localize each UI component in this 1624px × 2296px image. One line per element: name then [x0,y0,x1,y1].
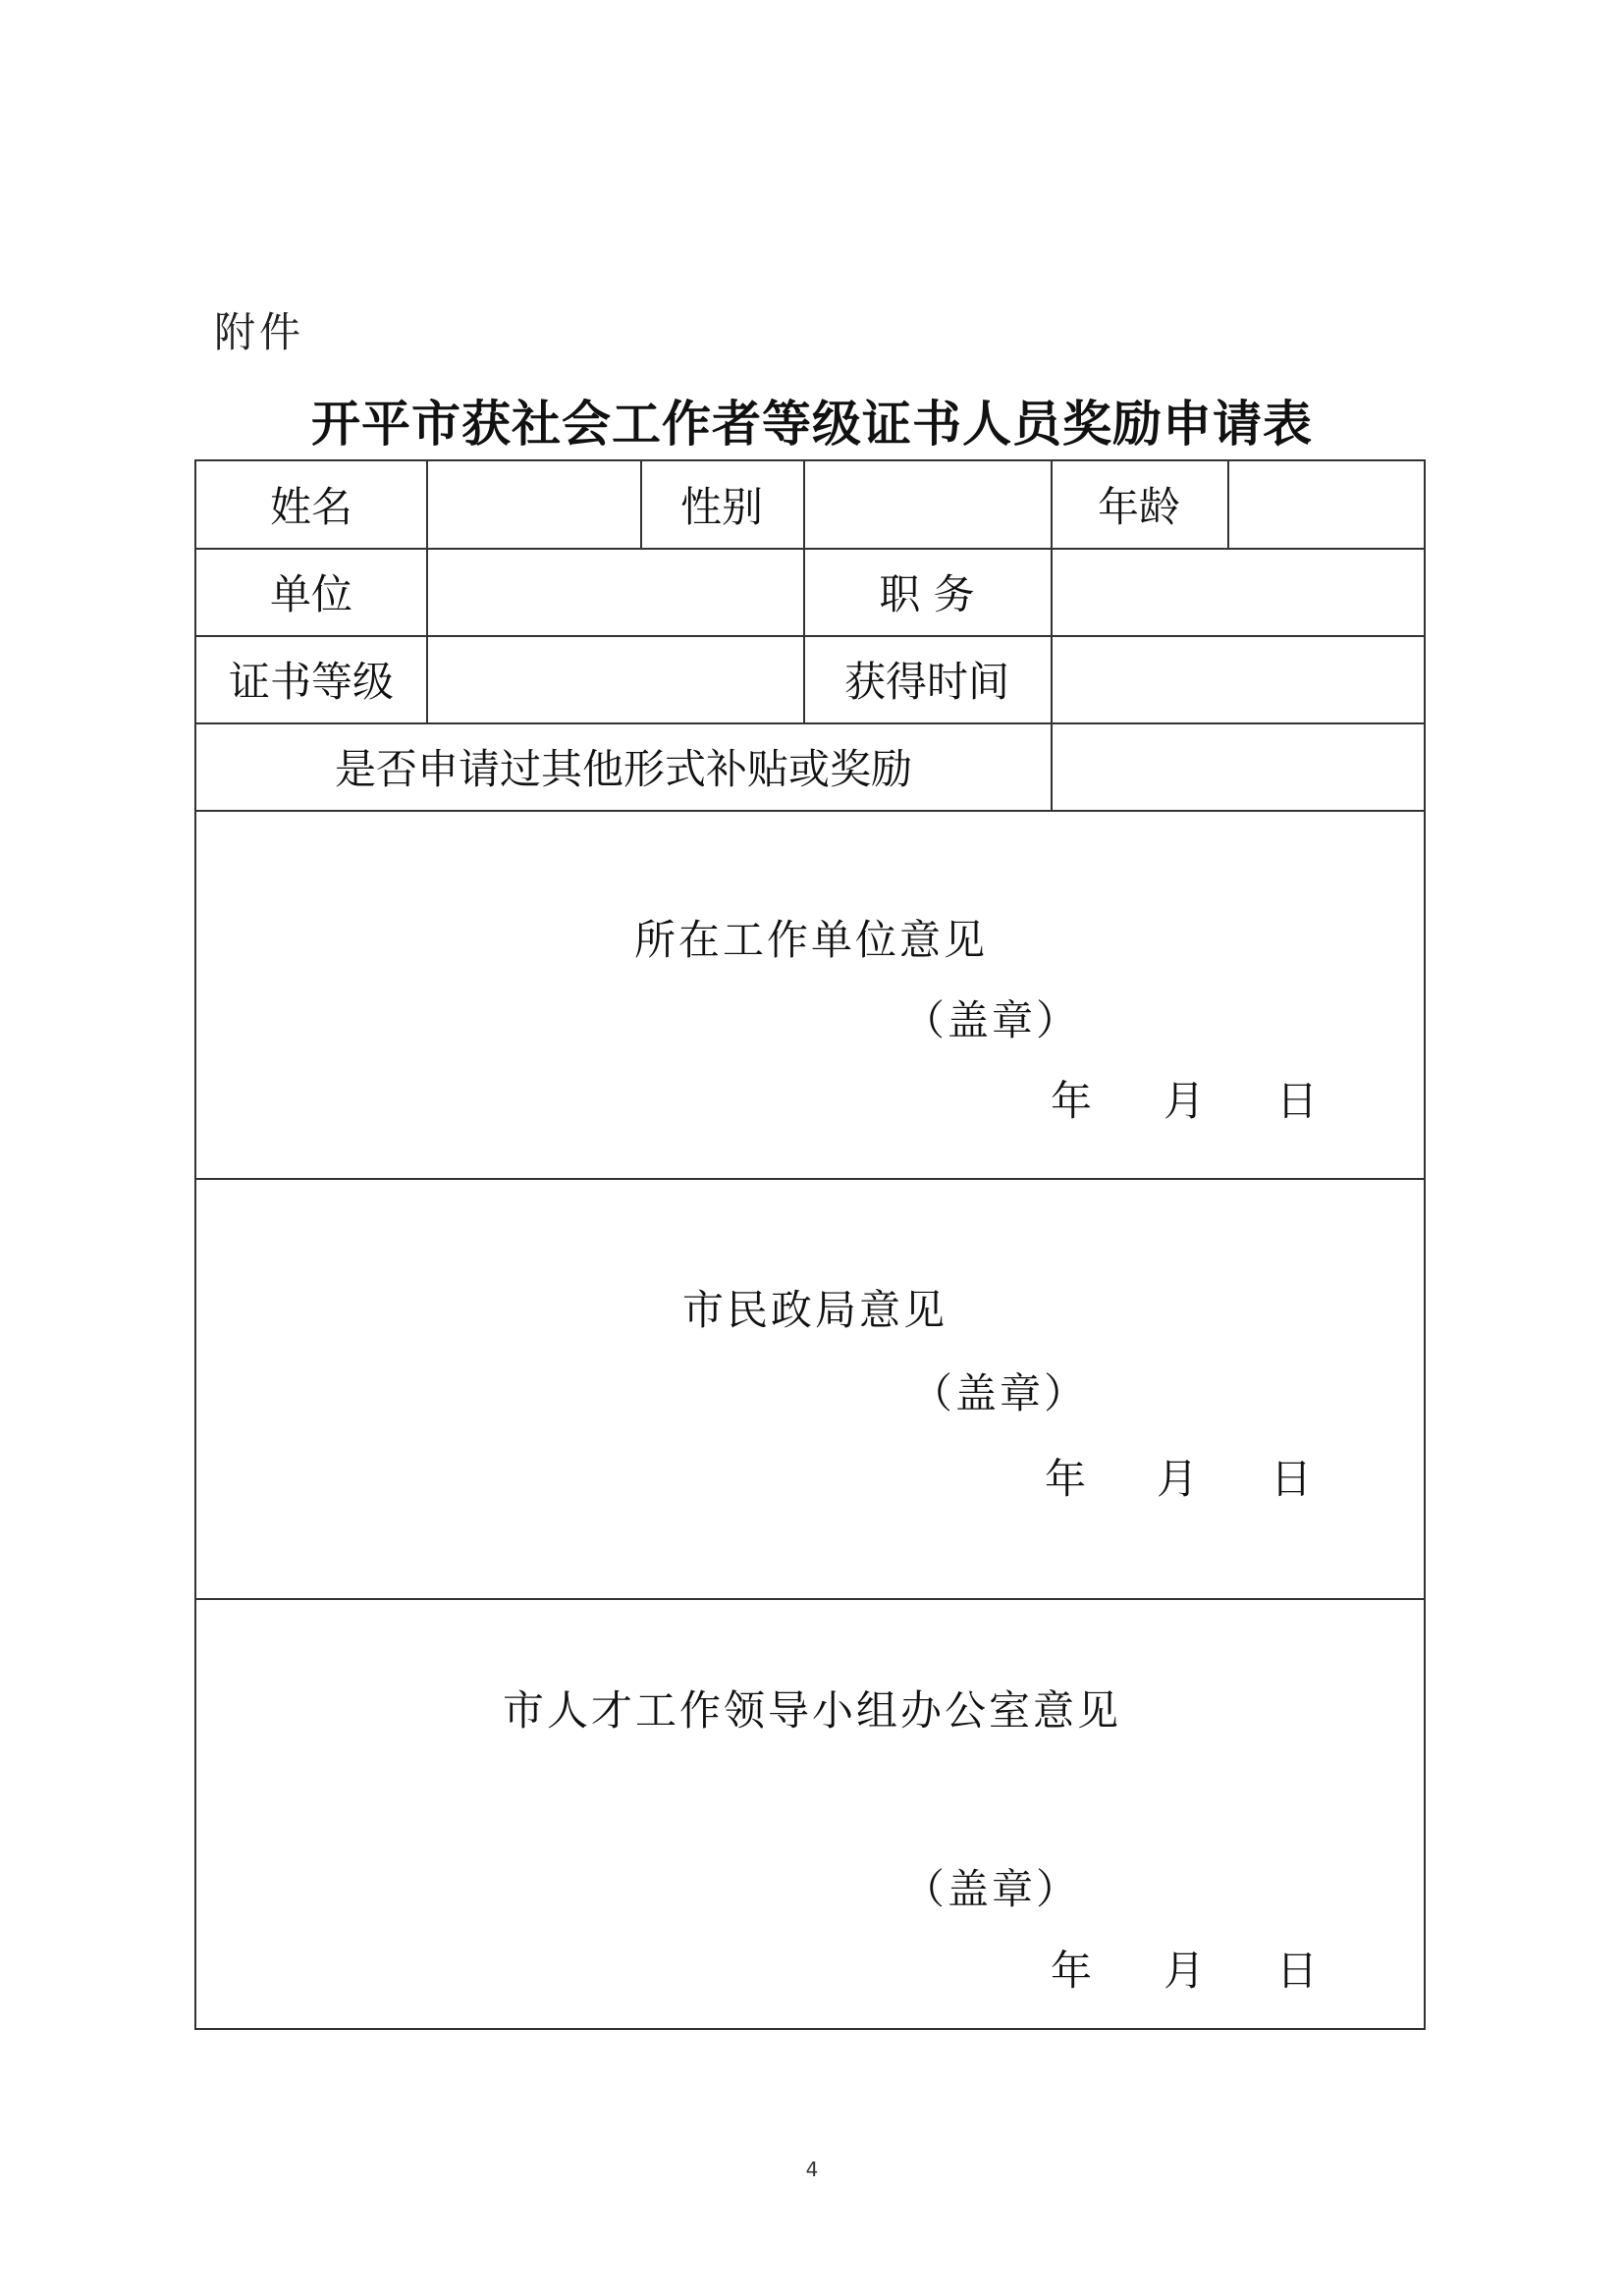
gender-label: 性别 [679,483,764,531]
civil-affairs-day-label: 日 [1271,1455,1313,1503]
work-unit-opinion-section[interactable] [196,812,1424,1178]
work-unit-opinion-title: 所在工作单位意见 [634,916,989,964]
civil-affairs-month-label: 月 [1157,1455,1199,1503]
work-unit-year-label: 年 [1051,1077,1093,1125]
application-form-table [194,459,1426,2030]
column-divider [640,461,642,548]
civil-affairs-opinion-section[interactable] [196,1180,1424,1598]
age-input[interactable] [1229,461,1424,548]
work-unit-seal-label: （盖章） [903,996,1081,1044]
civil-affairs-opinion-title: 市民政局意见 [682,1286,948,1334]
position-input[interactable] [1053,550,1424,635]
talent-office-seal-label: （盖章） [903,1865,1081,1913]
talent-office-year-label: 年 [1051,1947,1093,1995]
unit-label: 单位 [269,570,353,618]
page-number: 4 [805,2158,819,2181]
other-subsidy-input[interactable] [1053,724,1424,810]
unit-input[interactable] [428,550,803,635]
certificate-level-input[interactable] [428,637,803,722]
obtain-time-label: 获得时间 [843,658,1010,706]
talent-office-month-label: 月 [1164,1947,1206,1995]
talent-office-opinion-title: 市人才工作领导小组办公室意见 [503,1686,1122,1735]
talent-office-day-label: 日 [1276,1947,1319,1995]
civil-affairs-year-label: 年 [1045,1455,1087,1503]
position-label: 职 务 [879,570,975,618]
attachment-label: 附件 [214,308,305,356]
work-unit-day-label: 日 [1276,1077,1319,1125]
other-subsidy-label: 是否申请过其他形式补贴或奖励 [334,745,913,793]
gender-input[interactable] [805,461,1051,548]
name-label: 姓名 [269,483,353,531]
certificate-level-label: 证书等级 [228,658,395,706]
obtain-time-input[interactable] [1053,637,1424,722]
page-title: 开平市获社会工作者等级证书人员奖励申请表 [311,396,1313,453]
talent-office-opinion-section[interactable] [196,1600,1424,2028]
work-unit-month-label: 月 [1164,1077,1206,1125]
age-label: 年龄 [1097,483,1181,531]
civil-affairs-seal-label: （盖章） [911,1369,1089,1417]
name-input[interactable] [428,461,640,548]
